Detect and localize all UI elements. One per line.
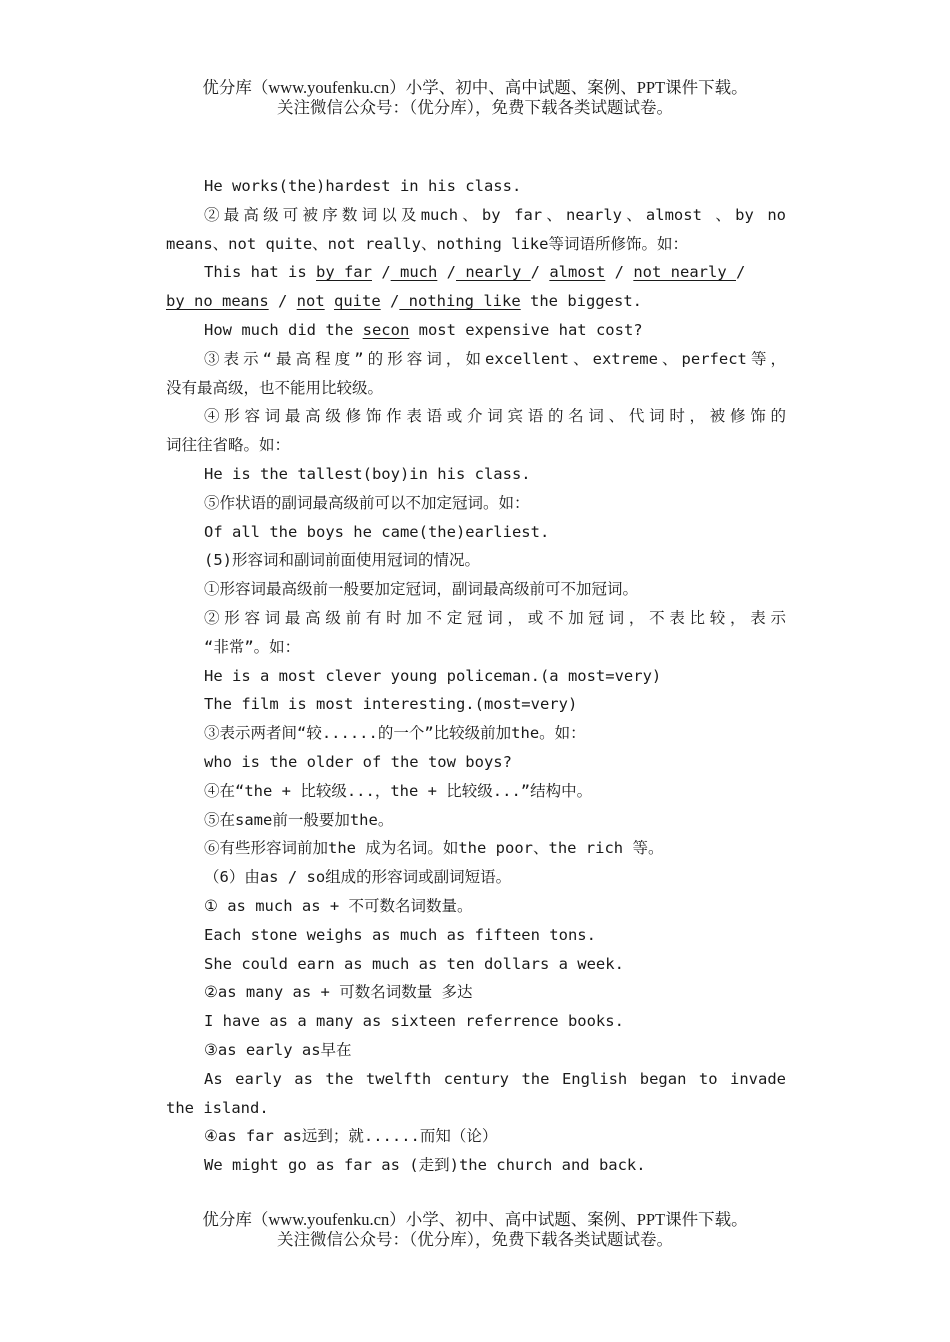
- underlined-run: much: [390, 263, 438, 282]
- text-line: She could earn as much as ten dollars a week.: [204, 954, 624, 973]
- text-line: I have as a many as sixteen referrence books.: [204, 1012, 624, 1031]
- text-line: He is a most clever young policeman.(a most=very): [204, 666, 662, 685]
- underlined-run: quite: [334, 292, 381, 311]
- text-line: ③表示“最高程度”的形容词，如excellent、extreme、perfect等，: [204, 349, 786, 368]
- text-line: ④在“the + 比较级...，the + 比较级...”结构中。: [204, 781, 593, 800]
- text-run: This hat is: [204, 263, 316, 282]
- underlined-run: not: [296, 292, 325, 311]
- page-footer: [0, 1210, 950, 1250]
- text-line: 词往往省略。如：: [166, 436, 291, 455]
- text-run: /: [268, 292, 297, 311]
- text-line: The film is most interesting.(most=very): [204, 695, 578, 714]
- text-line: ③表示两者间“较......的一个”比较级前加the。如：: [204, 724, 586, 743]
- text-run: /: [380, 292, 400, 311]
- underlined-run: by no means: [166, 292, 269, 311]
- underlined-run: not nearly: [633, 263, 736, 282]
- text-line: means、not quite、not really、nothing like等词语所修饰。如：: [166, 234, 688, 253]
- section-heading: （6）由as / so组成的形容词或副词短语。: [204, 868, 512, 887]
- text-line: Of all the boys he came(the)earliest.: [204, 522, 550, 541]
- text-run: /: [530, 263, 550, 282]
- text-line: We might go as far as (走到)the church and back.: [204, 1156, 646, 1175]
- text-line: ⑥有些形容词前加the 成为名词。如the poor、the rich 等。: [204, 839, 664, 858]
- text-line-underlined-options: [166, 287, 786, 315]
- text-run: most expensive hat cost?: [409, 321, 643, 339]
- underlined-run: secon: [362, 321, 410, 339]
- page-header: [0, 78, 950, 118]
- footer-line-1: 优分库（www.youfenku.cn）小学、初中、高中试题、案例、PPT课件下载。: [202, 1210, 748, 1229]
- text-line: ① as much as + 不可数名词数量。: [204, 897, 473, 915]
- text-run: /: [437, 263, 456, 282]
- text-line: Each stone weighs as much as fifteen tons.: [204, 925, 596, 944]
- text-line: As early as the twelfth century the English began to invade: [204, 1069, 786, 1088]
- text-line: ②最高级可被序数词以及much、by far、nearly、almost 、by no: [204, 205, 786, 224]
- footer-line-2: 关注微信公众号：（优分库），免费下载各类试题试卷。: [277, 1230, 673, 1249]
- text-line: He is the tallest(boy)in his class.: [204, 465, 531, 483]
- text-run: /: [371, 263, 391, 282]
- header-line-1: 优分库（www.youfenku.cn）小学、初中、高中试题、案例、PPT课件下载。: [202, 78, 748, 97]
- text-line: ②形容词最高级前有时加不定冠词，或不加冠词，不表比较，表示: [204, 609, 786, 627]
- text-line: ②as many as + 可数名词数量 多达: [204, 983, 473, 1002]
- underlined-run: almost: [549, 263, 606, 282]
- text-line: ④形容词最高级修饰作表语或介词宾语的名词、代词时，被修饰的: [204, 407, 786, 426]
- text-line: the island.: [166, 1098, 269, 1117]
- underlined-run: nearly: [456, 263, 531, 282]
- text-line-underlined-options: [166, 258, 786, 286]
- text-line: ④as far as远到；就......而知（论）: [204, 1127, 498, 1146]
- text-run: /: [735, 263, 746, 282]
- text-line: He works(the)hardest in his class.: [204, 177, 522, 195]
- header-line-2: 关注微信公众号：（优分库），免费下载各类试题试卷。: [277, 98, 673, 117]
- text-run: /: [605, 263, 634, 282]
- text-run: How much did the: [204, 321, 363, 339]
- underlined-run: nothing like: [399, 292, 521, 311]
- text-run: the biggest.: [520, 292, 642, 311]
- text-line: ⑤在same前一般要加the。: [204, 810, 394, 829]
- underlined-run: by far: [315, 263, 372, 282]
- section-heading: (5)形容词和副词前面使用冠词的情况。: [204, 551, 480, 570]
- text-line: [166, 316, 786, 344]
- text-line: ⑤作状语的副词最高级前可以不加定冠词。如：: [204, 493, 530, 512]
- text-run: [325, 292, 334, 310]
- text-line: ①形容词最高级前一般要加定冠词，副词最高级前可不加冠词。: [204, 580, 639, 599]
- text-line: 没有最高级，也不能用比较级。: [166, 378, 384, 397]
- text-line: “非常”。如：: [204, 637, 301, 656]
- text-line: who is the older of the tow boys?: [204, 753, 512, 771]
- text-line: ③as early as早在: [204, 1041, 352, 1059]
